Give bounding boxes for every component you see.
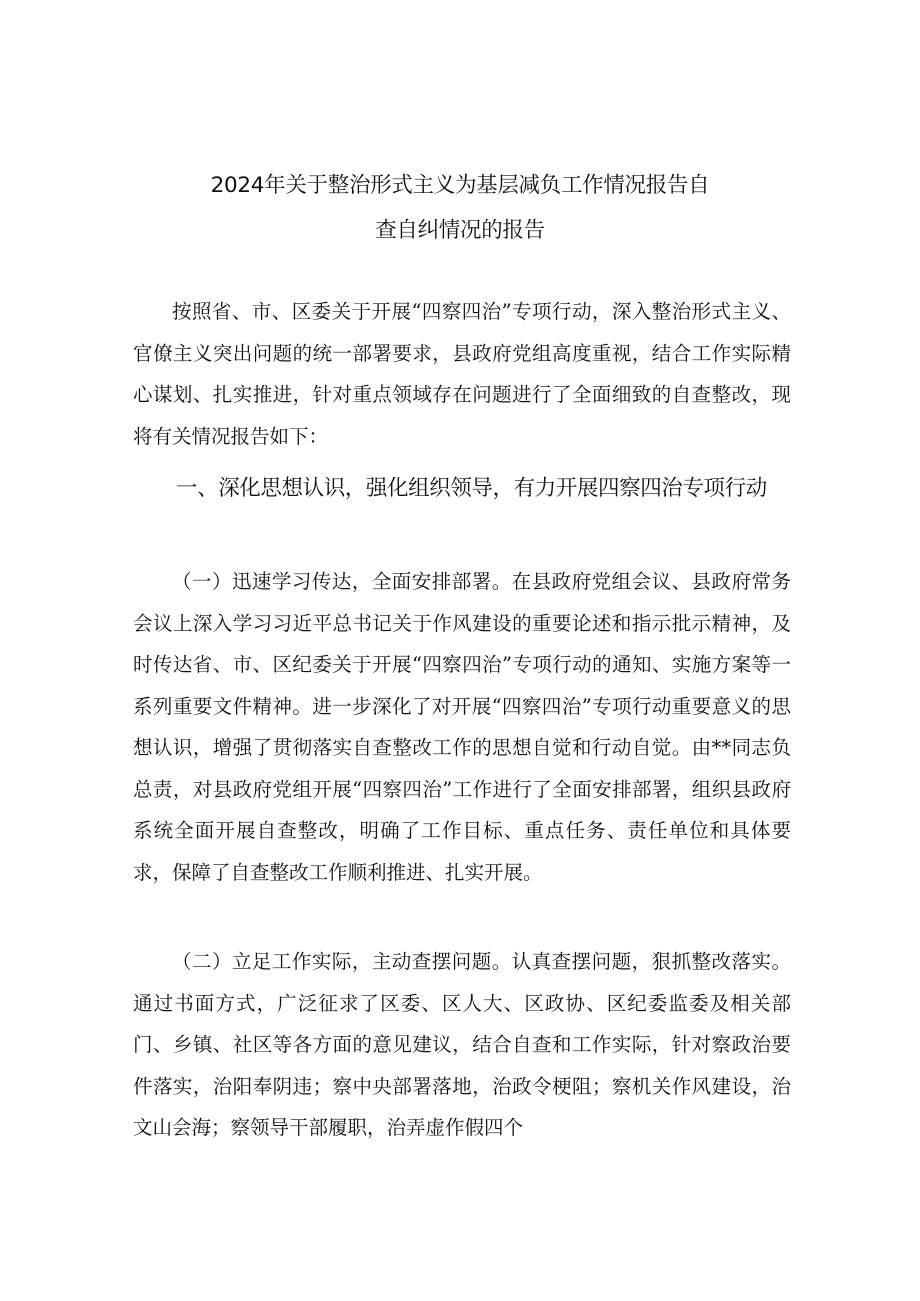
section-heading-1: 一、深化思想认识，强化组织领导，有力开展四察四治专项行动 [176,476,767,501]
intro-paragraph: 按照省、市、区委关于开展“四察四治”专项行动，深入整治形式主义、官僚主义突出问题的统一部署要求，县政府党组高度重视，结合工作实际精心谋划、扎实推进，针对重点领域存在问题进行了全面细致的自查整改，现将有关情况报告如下： [133,300,791,448]
document-title-line-1: 2024年关于整治形式主义为基层减负工作情况报告自 [210,173,710,198]
subsection-paragraph-2: （二）立足工作实际，主动查摆问题。认真查摆问题，狠抓整改落实。通过书面方式，广泛征求了区委、区人大、区政协、区纪委监委及相关部门、乡镇、社区等各方面的意见建议，结合自查和工作实际，针对察政治要件落实，治阳奉阴违；察中央部署落地，治政令梗阻；察机关作风建设，治文山会海；察领导干部履职，治弄虚作假四个 [133,950,791,1139]
subsection-paragraph-1: （一）迅速学习传达，全面安排部署。在县政府党组会议、县政府常务会议上深入学习习近平总书记关于作风建设的重要论述和指示批示精神，及时传达省、市、区纪委关于开展“四察四治”专项行动的通知、实施方案等一系列重要文件精神。进一步深化了对开展“四察四治”专项行动重要意义的思想认识，增强了贯彻落实自查整改工作的思想自觉和行动自觉。由**同志负总责，对县政府党组开展“四察四治”工作进行了全面安排部署，组织县政府系统全面开展自查整改，明确了工作目标、重点任务、责任单位和具体要求，保障了自查整改工作顺利推进、扎实开展。 [133,570,791,884]
document-title-line-2: 查自纠情况的报告 [375,218,545,243]
